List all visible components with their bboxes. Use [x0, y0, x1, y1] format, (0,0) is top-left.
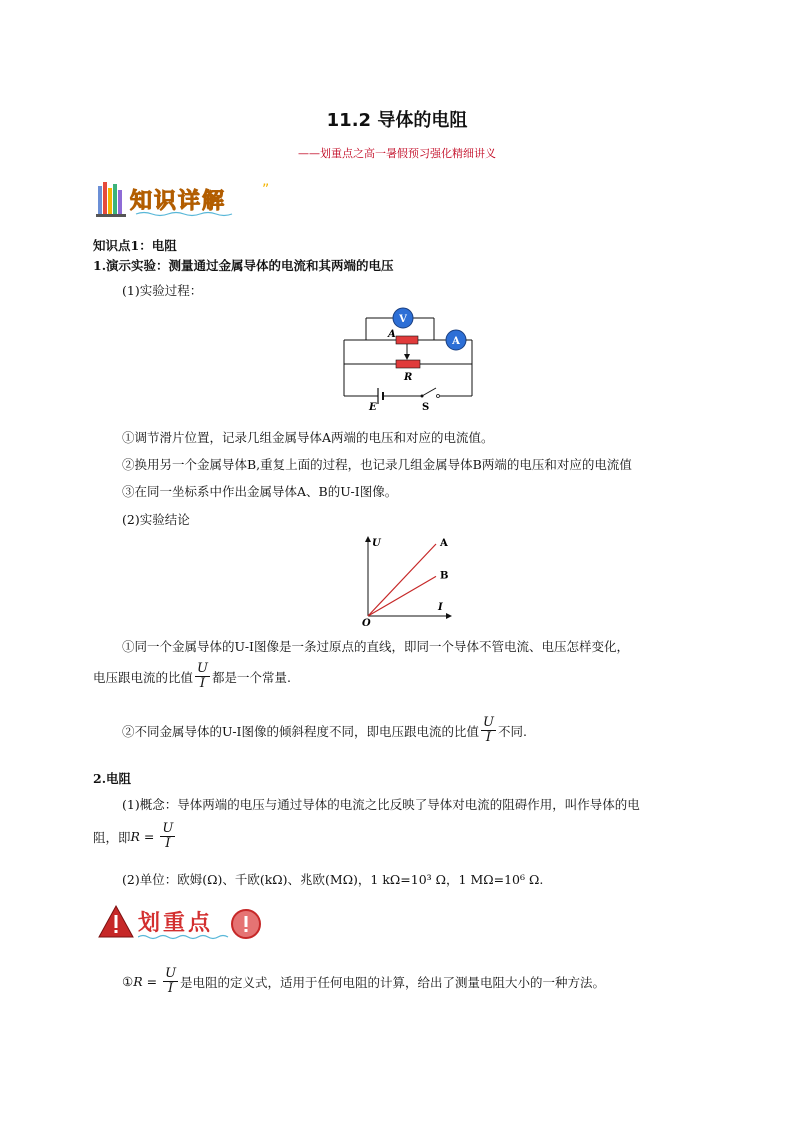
x-axis-label: I: [438, 602, 443, 613]
fraction-numerator: U: [165, 966, 177, 981]
section1-heading: 知识点1：电阻: [93, 238, 177, 253]
equals-sign: =: [139, 829, 159, 844]
fraction-denominator: I: [167, 981, 174, 996]
fraction-numerator: U: [162, 821, 174, 836]
highlight-banner-text: 划重点: [138, 911, 214, 936]
series-line-A: [368, 544, 436, 616]
resistance-fraction: [160, 822, 175, 851]
step-2: ②换用另一个金属导体B,重复上面的过程，也记录几组金属导体B两端的电压和对应的电流值: [122, 457, 632, 472]
conductor-label: A: [388, 329, 396, 340]
conclusion-2-post: 不同.: [497, 723, 527, 739]
circuit-diagram: [336, 302, 486, 412]
conclusion-1b: [93, 662, 291, 691]
ratio-fraction-2: [481, 716, 496, 745]
conclusion-2: [122, 716, 527, 745]
conclusion-2-pre: ②不同金属导体的U-I图像的倾斜程度不同，即电压跟电流的比值: [122, 723, 479, 739]
y-axis-label: U: [372, 538, 381, 549]
ratio-fraction: [195, 662, 210, 691]
knowledge-banner: [96, 180, 286, 218]
switch-label: S: [422, 402, 430, 412]
svg-text:”: ”: [262, 182, 270, 198]
point1-text: 是电阻的定义式，适用于任何电阻的计算，给出了测量电阻大小的一种方法。: [180, 974, 606, 990]
step-3: ③在同一坐标系中作出金属导体A、B的U-I图像。: [122, 484, 398, 499]
ui-graph: [360, 534, 460, 626]
page-subtitle: ——划重点之高一暑假预习强化精细讲义: [298, 147, 496, 160]
equals-sign: =: [142, 974, 162, 989]
fraction-denominator: I: [165, 836, 171, 851]
origin-label: O: [362, 618, 371, 626]
concept-b: [93, 822, 177, 851]
concept-b-pre: 阻，即: [93, 829, 131, 845]
conclusion-1a: ①同一个金属导体的U-I图像是一条过原点的直线，即同一个导体不管电流、电压怎样变化，: [122, 639, 629, 654]
voltmeter-label: V: [399, 314, 407, 325]
resistance-symbol: R: [130, 829, 140, 844]
conclusion-1b-pre: 电压跟电流的比值: [93, 669, 194, 685]
step-1: ①调节滑片位置，记录几组金属导体A两端的电压和对应的电流值。: [122, 430, 494, 445]
warning-icon: [98, 904, 138, 940]
switch-icon: [422, 388, 436, 396]
highlight-point-1: [122, 967, 605, 996]
fraction-numerator: U: [482, 715, 494, 730]
series-line-B: [368, 576, 436, 616]
concept-a: (1)概念：导体两端的电压与通过导体的电流之比反映了导体对电流的阻碍作用，叫作导体的电: [122, 797, 640, 812]
fraction-numerator: U: [197, 661, 208, 676]
demo-title: 1.演示实验：测量通过金属导体的电流和其两端的电压: [93, 258, 394, 273]
section2-heading: 2.电阻: [93, 771, 132, 786]
page-title: 11.2 导体的电阻: [326, 110, 468, 131]
rheostat-resistor: [396, 360, 420, 368]
series-label-A: A: [440, 538, 448, 549]
conclusion-label: (2)实验结论: [122, 512, 190, 527]
definition-fraction: [163, 967, 178, 996]
highlight-banner: [98, 904, 278, 944]
conclusion-1b-post: 都是一个常量.: [211, 669, 291, 685]
ammeter-label: A: [452, 336, 460, 347]
resistance-symbol: R: [133, 974, 143, 989]
process-label: (1)实验过程：: [122, 283, 203, 298]
battery-label: E: [369, 402, 377, 412]
series-label-B: B: [440, 570, 449, 582]
rheostat-label: R: [404, 372, 413, 383]
conductor-resistor: [396, 336, 418, 344]
point1-marker: ①: [122, 974, 134, 989]
unit-line: (2)单位：欧姆(Ω)、千欧(kΩ)、兆欧(MΩ)，1 kΩ=10³ Ω，1 MΩ=10⁶ Ω.: [122, 872, 544, 887]
fraction-denominator: I: [485, 730, 492, 745]
fraction-denominator: I: [199, 676, 206, 691]
banner-text: 知识详解: [130, 189, 227, 214]
